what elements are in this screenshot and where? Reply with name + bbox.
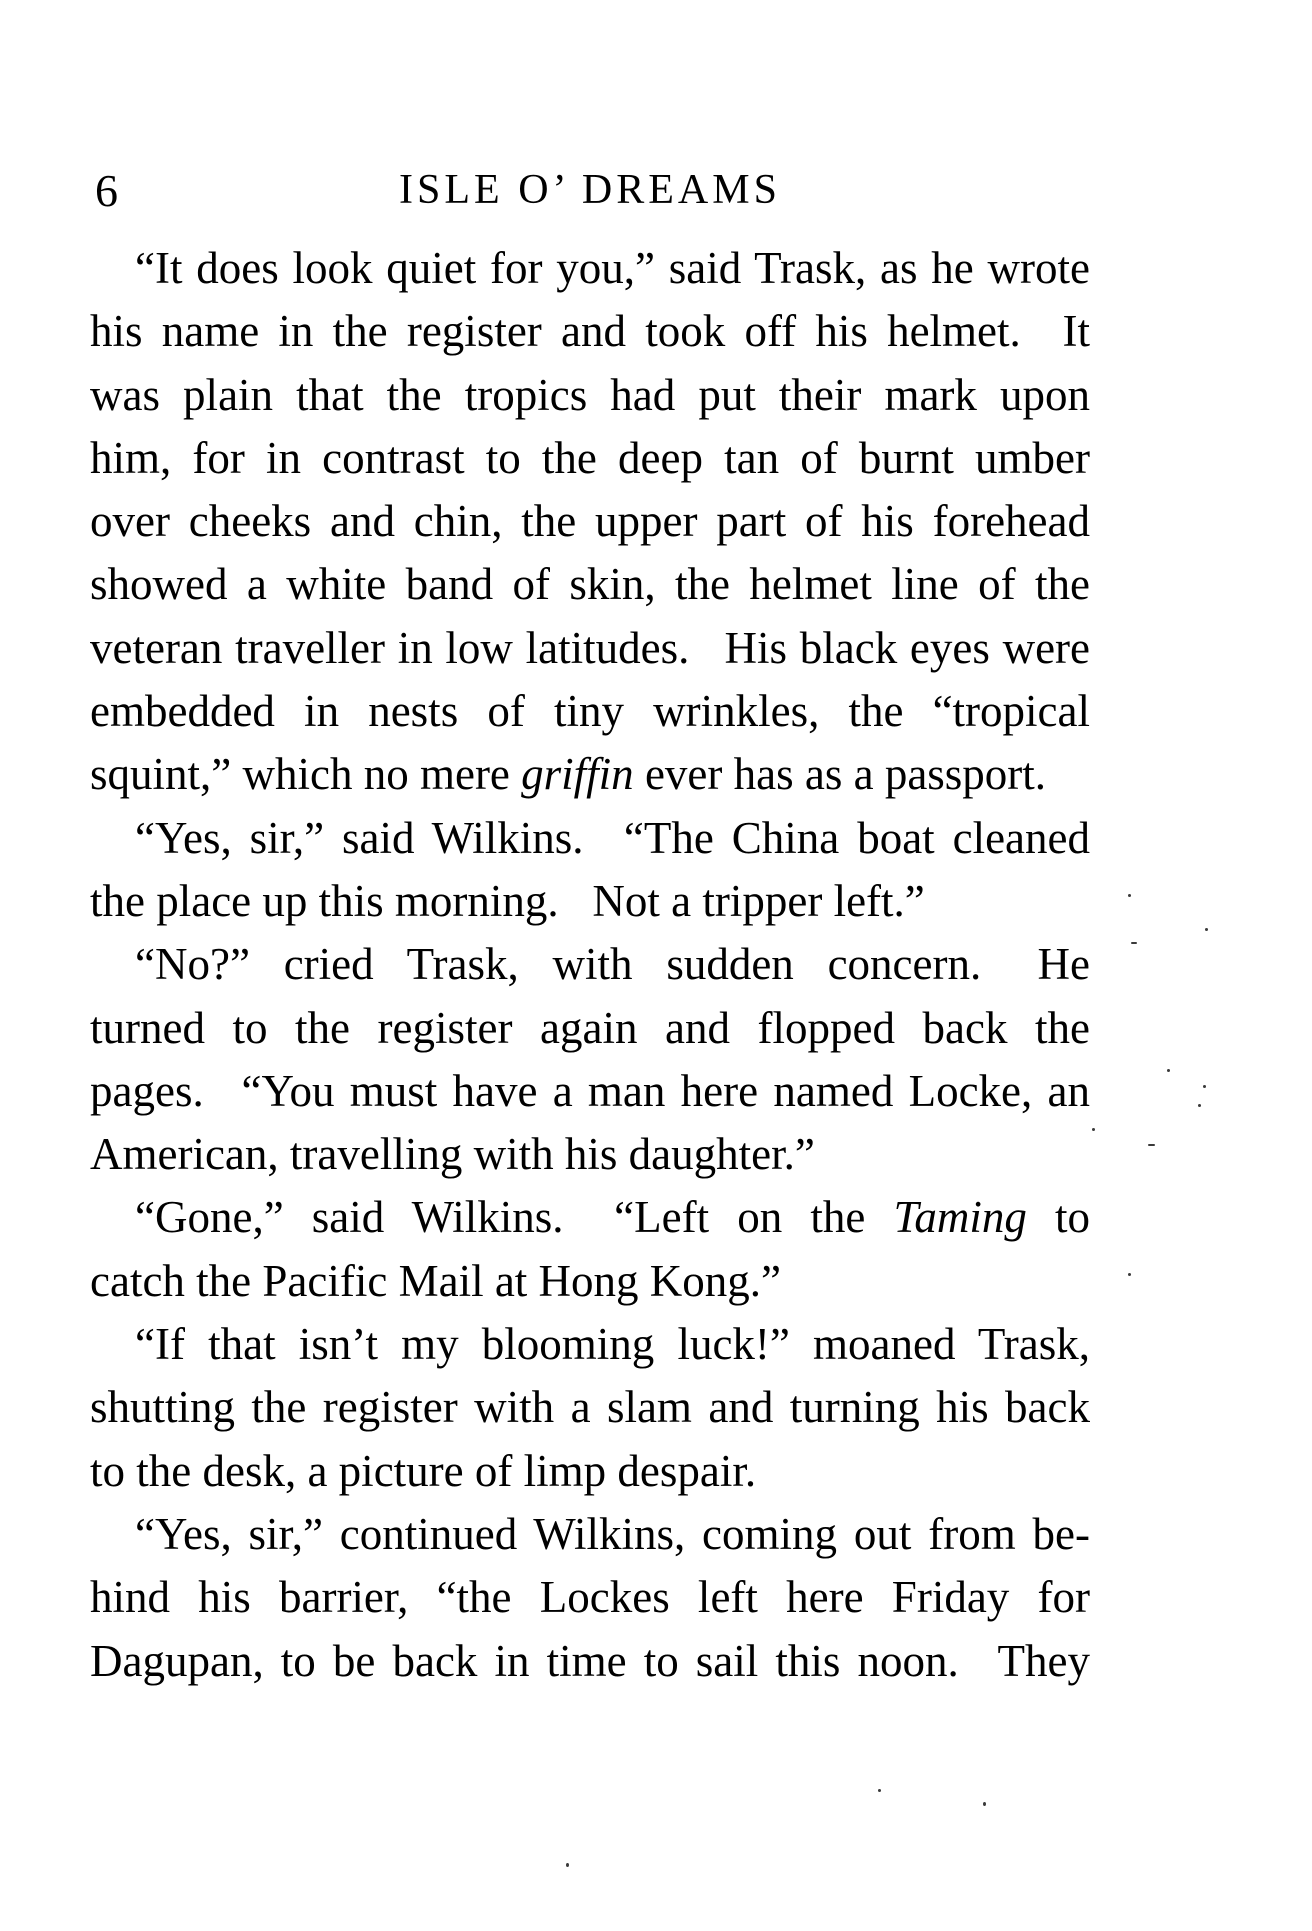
text-line: squint,” which no mere griffin ever has as a passport. <box>90 749 1047 800</box>
text-line: “Gone,” said Wilkins. “Left on the Taming to <box>135 1192 1090 1243</box>
paragraph <box>90 237 1090 807</box>
scan-speck <box>1205 928 1208 931</box>
scan-speck <box>1148 1144 1155 1146</box>
text-line: American, travelling with his daughter.” <box>90 1129 815 1180</box>
scan-speck <box>1128 1273 1131 1276</box>
text-line: was plain that the tropics had put their mark upon <box>90 369 1090 420</box>
body-text <box>90 237 1090 1693</box>
paragraph <box>90 933 1090 1186</box>
paragraph <box>90 1313 1090 1503</box>
text-line: showed a white band of skin, the helmet line of the <box>90 559 1090 610</box>
text-line: “If that isn’t my blooming luck!” moaned Trask, <box>135 1319 1090 1370</box>
text-line: “No?” cried Trask, with sudden concern. He <box>135 939 1090 990</box>
text-line: his name in the register and took off his helmet. It <box>90 306 1090 357</box>
scan-speck <box>1203 1085 1206 1088</box>
paragraph <box>90 807 1090 934</box>
text-line: turned to the register again and flopped back the <box>90 1002 1090 1053</box>
text-line: the place up this morning. Not a tripper left.” <box>90 875 925 926</box>
scan-speck <box>878 1789 881 1792</box>
text-line: hind his barrier, “the Lockes left here Friday for <box>90 1572 1090 1623</box>
text-line: veteran traveller in low latitudes. His black eyes were <box>90 622 1090 673</box>
text-line: him, for in contrast to the deep tan of burnt umber <box>90 432 1090 483</box>
text-line: pages. “You must have a man here named Locke, an <box>90 1065 1090 1116</box>
scan-speck <box>1198 1104 1201 1107</box>
scan-speck <box>1128 894 1131 897</box>
scan-speck <box>983 1802 986 1806</box>
text-line: to the desk, a picture of limp despair. <box>90 1445 757 1496</box>
scan-speck <box>1167 1069 1170 1072</box>
text-line: “Yes, sir,” said Wilkins. “The China boat cleaned <box>135 812 1090 863</box>
scan-speck <box>1131 942 1137 944</box>
text-line: catch the Pacific Mail at Hong Kong.” <box>90 1255 782 1306</box>
scan-speck <box>566 1863 569 1867</box>
paragraph <box>90 1186 1090 1313</box>
scan-speck <box>1092 1128 1095 1131</box>
text-line: Dagupan, to be back in time to sail this noon. They <box>90 1635 1090 1686</box>
running-header: ISLE O’ DREAMS <box>399 167 781 213</box>
text-line: shutting the register with a slam and turning his back <box>90 1382 1090 1433</box>
text-line: “Yes, sir,” continued Wilkins, coming out from be- <box>135 1508 1090 1559</box>
text-line: over cheeks and chin, the upper part of his forehead <box>90 496 1090 547</box>
paragraph <box>90 1503 1090 1693</box>
text-line: embedded in nests of tiny wrinkles, the “tropical <box>90 686 1090 737</box>
text-line: “It does look quiet for you,” said Trask, as he wrote <box>135 243 1090 293</box>
page-number: 6 <box>95 165 118 216</box>
